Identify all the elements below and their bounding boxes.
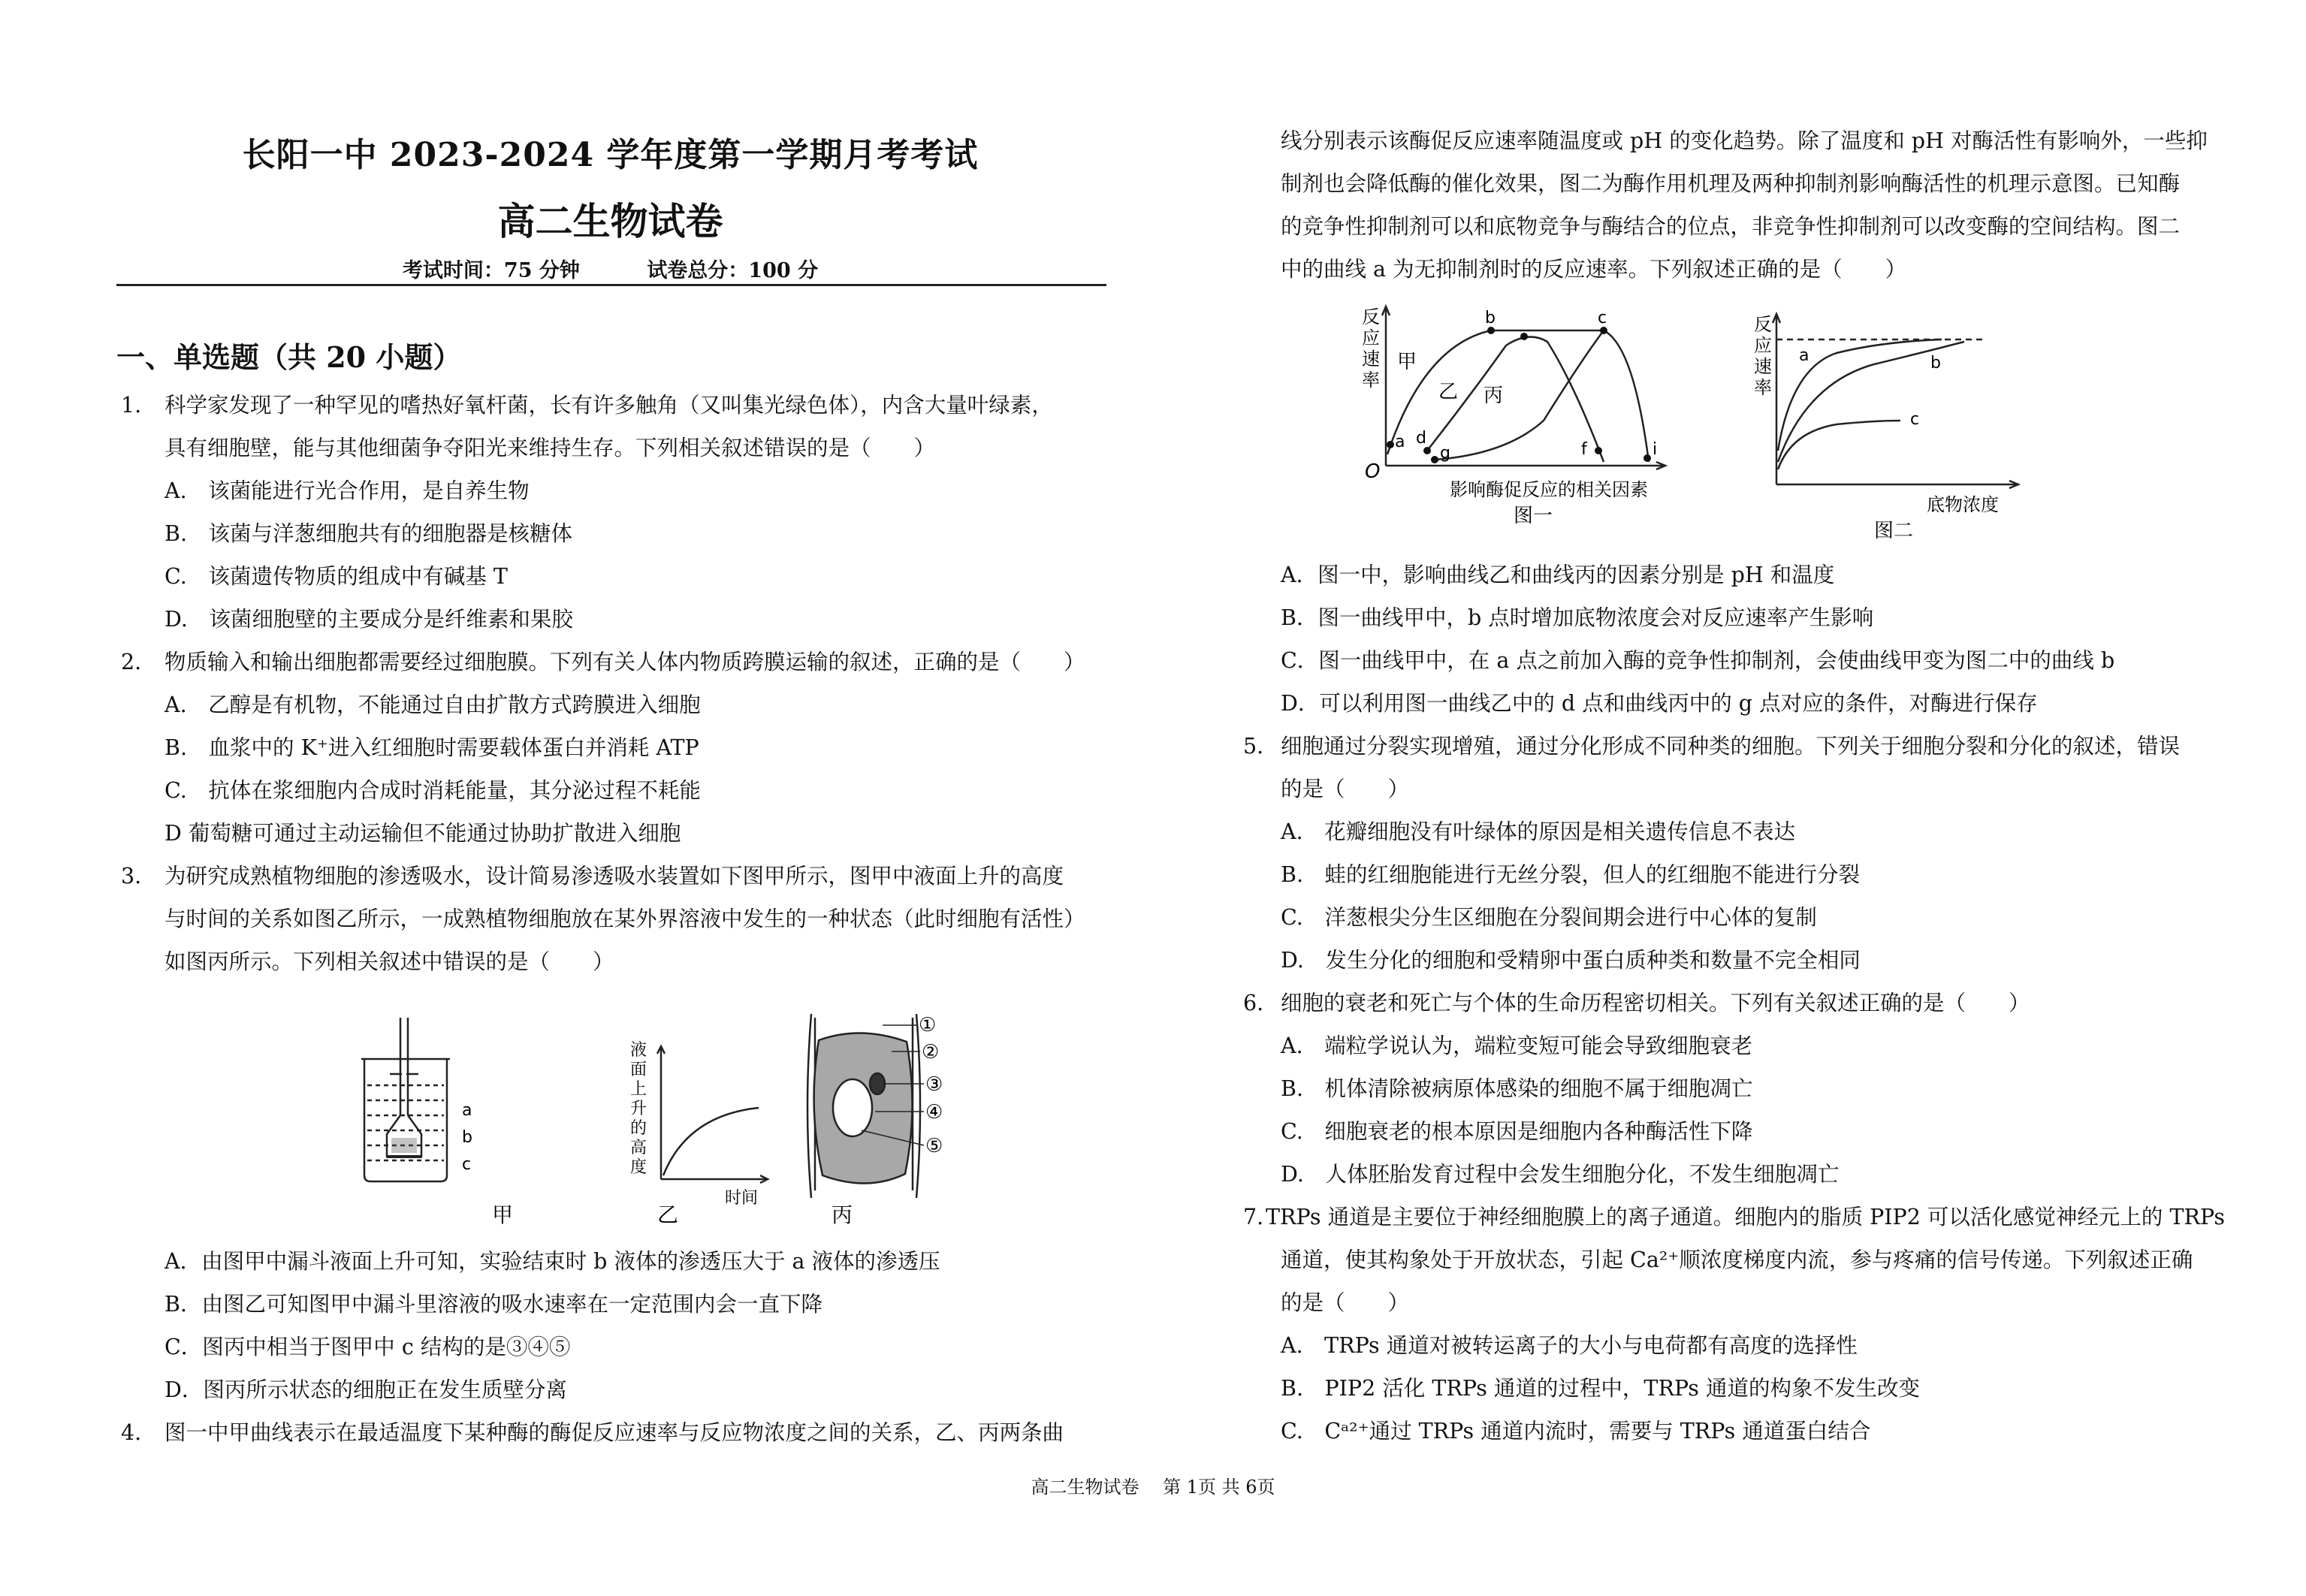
q3-y-axis-2: 面 (630, 1060, 647, 1079)
fig2-caption: 图二 (1874, 520, 1914, 542)
q7-stem-line2: 通道，使其构象处于开放状态，引起 Ca²⁺顺浓度梯度内流，参与疼痛的信号传递。下列叙述正确 (1281, 1248, 2193, 1272)
q3-marker-3: ③ (925, 1073, 943, 1096)
page-footer (0, 1472, 2306, 1498)
q1-option-c: C. 该菌遗传物质的组成中有碱基 T (164, 564, 508, 589)
height-time-graph (657, 1046, 768, 1183)
q3-stem-line3: 如图丙所示。下列相关叙述中错误的是（ ） (164, 949, 614, 974)
fig1-x-axis-label: 影响酶促反应的相关因素 (1450, 479, 1648, 500)
footer-page-number: 第 1页 共 6页 (1163, 1477, 1275, 1498)
q3-caption-jia: 甲 (492, 1202, 514, 1227)
section-title: 一、单选题（共 20 小题） (116, 340, 462, 374)
q1-stem-line2: 具有细胞壁，能与其他细菌争夺阳光来维持生存。下列相关叙述错误的是（ ） (164, 436, 936, 460)
fig1-y-1: 反 (1362, 306, 1380, 327)
q3-y-axis-7: 度 (630, 1158, 647, 1177)
q3-option-c: C．图丙中相当于图甲中 c 结构的是③④⑤ (164, 1335, 571, 1359)
q2-number: 2. (121, 650, 142, 674)
q7-option-c: C. Cᵃ²⁺通过 TRPs 通道内流时，需要与 TRPs 通道蛋白结合 (1281, 1419, 1871, 1444)
school-title: 长阳一中 2023-2024 学年度第一学期月考考试 (242, 136, 979, 174)
q5-option-c: C. 洋葱根尖分生区细胞在分裂间期会进行中心体的复制 (1281, 905, 1817, 930)
q3-option-d: D．图丙所示状态的细胞正在发生质壁分离 (164, 1377, 567, 1402)
q7-stem-line3: 的是（ ） (1281, 1290, 1410, 1315)
q3-y-axis-1: 液 (630, 1041, 647, 1060)
q2-option-b: B. 血浆中的 K⁺进入红细胞时需要载体蛋白并消耗 ATP (164, 735, 699, 760)
q3-figure (357, 995, 958, 1235)
q5-stem-line2: 的是（ ） (1281, 777, 1410, 801)
q3-marker-1: ① (919, 1014, 937, 1036)
fig2-curve-a: a (1799, 346, 1809, 365)
q5-number: 5. (1243, 734, 1264, 759)
q3-label-a: a (462, 1101, 472, 1120)
fig1-curve-jia: 甲 (1397, 351, 1417, 373)
total-score: 试卷总分：100 分 (647, 259, 819, 282)
q4-option-c: C．图一曲线甲中，在 a 点之前加入酶的竞争性抑制剂，会使曲线甲变为图二中的曲线 b (1281, 648, 2115, 673)
footer-paper-name: 高二生物试卷 (1031, 1477, 1139, 1498)
q4-figure (1356, 300, 2182, 548)
q1-stem-line1: 科学家发现了一种罕见的嗜热好氧杆菌，长有许多触角（又叫集光绿色体），内含大量叶绿素， (164, 393, 1053, 418)
fig1-pt-d: d (1416, 429, 1426, 448)
fig1-y-2: 应 (1362, 327, 1380, 348)
fig1-curve-yi: 乙 (1438, 381, 1459, 403)
fig2-y-4: 率 (1754, 377, 1772, 398)
q3-y-axis-4: 升 (630, 1100, 647, 1118)
q1-option-b: B. 该菌与洋葱细胞共有的细胞器是核糖体 (164, 521, 573, 546)
fig2-x-axis-label: 底物浓度 (1927, 494, 1999, 515)
q1-option-d: D. 该菌细胞壁的主要成分是纤维素和果胶 (164, 607, 573, 632)
fig1-origin: O (1365, 460, 1381, 483)
q7-option-b: B. PIP2 活化 TRPs 通道的过程中，TRPs 通道的构象不发生改变 (1281, 1376, 1920, 1401)
q5-option-b: B. 蛙的红细胞能进行无丝分裂，但人的红细胞不能进行分裂 (1281, 862, 1861, 887)
fig2-y-3: 速 (1754, 356, 1772, 377)
q4-stem-line3: 制剂也会降低酶的催化效果，图二为酶作用机理及两种抑制剂影响酶活性的机理示意图。已知酶 (1281, 171, 2181, 196)
fig1-pt-a: a (1395, 433, 1405, 451)
q2-option-a: A. 乙醇是有机物，不能通过自由扩散方式跨膜进入细胞 (164, 692, 701, 717)
q4-stem-line2: 线分别表示该酶促反应速率随温度或 pH 的变化趋势。除了温度和 pH 对酶活性有影响外，一些抑 (1281, 128, 2208, 153)
q4-option-d: D．可以利用图一曲线乙中的 d 点和曲线丙中的 g 点对应的条件，对酶进行保存 (1281, 691, 2038, 716)
fig2-curve-c: c (1910, 410, 1920, 429)
q3-caption-yi: 乙 (657, 1202, 679, 1227)
q6-option-a: A. 端粒学说认为，端粒变短可能会导致细胞衰老 (1281, 1033, 1753, 1058)
q6-stem-line1: 细胞的衰老和死亡与个体的生命历程密切相关。下列有关叙述正确的是（ ） (1281, 991, 2030, 1015)
fig2-curve-b: b (1930, 354, 1941, 373)
q3-y-axis-3: 上 (630, 1080, 647, 1099)
q6-option-b: B. 机体清除被病原体感染的细胞不属于细胞凋亡 (1281, 1076, 1753, 1101)
q3-y-axis-5: 的 (630, 1119, 647, 1138)
exam-time: 考试时间：75 分钟 (402, 259, 580, 282)
fig1-pt-b: b (1485, 309, 1496, 327)
fig1-pt-c: c (1598, 309, 1607, 327)
q7-option-a: A. TRPs 通道对被转运离子的大小与电荷都有高度的选择性 (1281, 1333, 1858, 1358)
fig1-curve-bing: 丙 (1484, 385, 1504, 407)
q4-stem-line4: 的竞争性抑制剂可以和底物竞争与酶结合的位点，非竞争性抑制剂可以改变酶的空间结构。图二 (1281, 214, 2181, 239)
q2-option-c: C. 抗体在浆细胞内合成时消耗能量，其分泌过程不耗能 (164, 778, 701, 803)
q2-option-d: D 葡萄糖可通过主动运输但不能通过协助扩散进入细胞 (164, 821, 681, 846)
q1-option-a: A. 该菌能进行光合作用，是自养生物 (164, 478, 530, 503)
q4-option-a: A．图一中，影响曲线乙和曲线丙的因素分别是 pH 和温度 (1281, 563, 1835, 587)
q3-option-a: A．由图甲中漏斗液面上升可知，实验结束时 b 液体的渗透压大于 a 液体的渗透压 (164, 1249, 940, 1274)
header-divider (116, 284, 1106, 286)
fig1-pt-i: i (1653, 440, 1658, 459)
q4-option-b: B．图一曲线甲中，b 点时增加底物浓度会对反应速率产生影响 (1281, 605, 1874, 630)
fig1-y-3: 速 (1362, 348, 1380, 370)
q7-stem-line1: TRPs 通道是主要位于神经细胞膜上的离子通道。细胞内的脂质 PIP2 可以活化感觉神经元上的 TRPs (1266, 1205, 2225, 1229)
q3-y-axis-6: 高 (630, 1139, 647, 1157)
fig2-y-1: 反 (1754, 314, 1772, 335)
q3-marker-4: ④ (925, 1101, 943, 1124)
q2-stem-line1: 物质输入和输出细胞都需要经过细胞膜。下列有关人体内物质跨膜运输的叙述，正确的是（ ） (164, 650, 1085, 674)
fig2-y-2: 应 (1754, 335, 1772, 356)
fig1-pt-g: g (1440, 444, 1450, 463)
q5-stem-line1: 细胞通过分裂实现增殖，通过分化形成不同种类的细胞。下列关于细胞分裂和分化的叙述，错误 (1281, 734, 2181, 759)
q3-label-b: b (462, 1128, 472, 1147)
exam-meta (116, 254, 1104, 283)
q1-number: 1. (121, 393, 142, 418)
q6-option-c: C. 细胞衰老的根本原因是细胞内各种酶活性下降 (1281, 1119, 1753, 1144)
fig1-y-4: 率 (1362, 370, 1380, 391)
q3-number: 3. (121, 864, 142, 889)
q3-stem-line1: 为研究成熟植物细胞的渗透吸水，设计简易渗透吸水装置如下图甲所示，图甲中液面上升的高度 (164, 864, 1064, 889)
fig1-pt-f: f (1581, 440, 1587, 459)
q3-label-c: c (462, 1155, 472, 1174)
q3-caption-bing: 丙 (832, 1202, 853, 1227)
q6-option-d: D. 人体胚胎发育过程中会发生细胞分化，不发生细胞凋亡 (1281, 1162, 1840, 1187)
osmosis-apparatus (361, 1018, 450, 1181)
q3-option-b: B．由图乙可知图甲中漏斗里溶液的吸水速率在一定范围内会一直下降 (164, 1292, 822, 1317)
paper-title: 高二生物试卷 (497, 199, 723, 243)
q5-option-a: A. 花瓣细胞没有叶绿体的原因是相关遗传信息不表达 (1281, 819, 1796, 844)
q3-marker-5: ⑤ (925, 1135, 943, 1157)
q3-stem-line2: 与时间的关系如图乙所示，一成熟植物细胞放在某外界溶液中发生的一种状态（此时细胞有活性） (164, 907, 1085, 931)
q6-number: 6. (1243, 991, 1264, 1015)
substrate-rate-graph (1773, 314, 2018, 488)
q4-number: 4. (121, 1420, 142, 1445)
q5-option-d: D. 发生分化的细胞和受精卵中蛋白质种类和数量不完全相同 (1281, 948, 1861, 973)
fig1-caption: 图一 (1514, 505, 1553, 527)
q4-stem-line5: 中的曲线 a 为无抑制剂时的反应速率。下列叙述正确的是（ ） (1281, 257, 1907, 282)
q4-stem-line1: 图一中甲曲线表示在最适温度下某种酶的酶促反应速率与反应物浓度之间的关系，乙、丙两条曲 (164, 1420, 1064, 1445)
q3-x-axis-label: 时间 (725, 1189, 759, 1208)
plant-cell-diagram (807, 1014, 924, 1198)
q7-number: 7. (1243, 1205, 1264, 1229)
q3-marker-2: ② (922, 1041, 940, 1063)
